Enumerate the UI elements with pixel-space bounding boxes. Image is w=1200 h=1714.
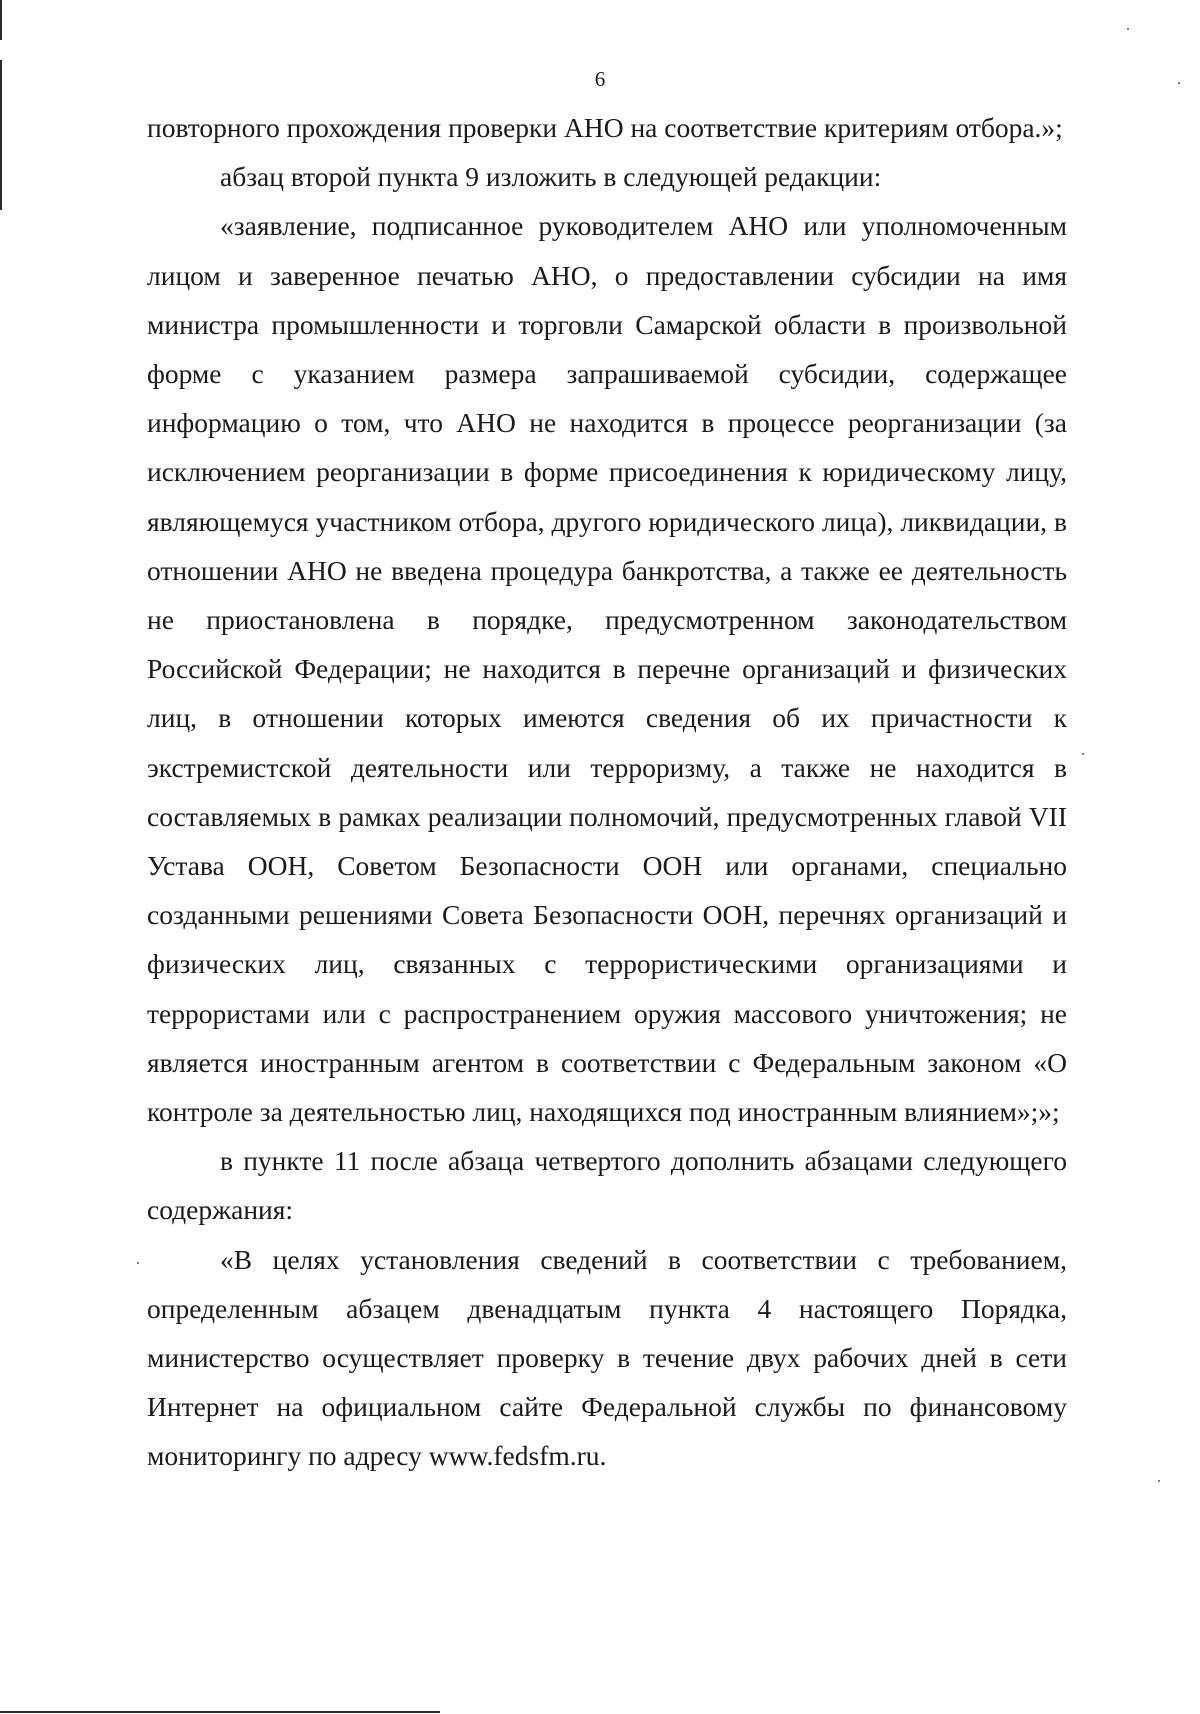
paragraph-addition-text: «В целях установления сведений в соответствии с требованием, определенным абзацем двенадцатым пункта 4 настоящего Порядка, министерство осуществляет проверку в течение двух рабочих дней в сети Интернет на официальном сайте Федеральной службы по финансовому мониторингу по адресу www.fedsfm.ru. [147, 1243, 1067, 1472]
scan-edge-mark-top [0, 0, 2, 40]
paragraph-amendment-text: «заявление, подписанное руководителем АНО или уполномоченным лицом и заверенное печатью АНО, о предоставлении субсидии на имя министра промышленности и торговли Самарской области в произвольной форме с указанием размера запрашиваемой субсидии, содержащее информацию о том, что АНО не находится в процессе реорганизации (за исключением реорганизации в форме присоединения к юридическому лицу, являющемуся участником отбора, другого юридического лица), ликвидации, в отношении АНО не введена процедура банкротства, а также ее деятельность не приостановлена в порядке, предусмотренном законодательством Российской Федерации; не находится в перечне организаций и физических лиц, в отношении которых имеются сведения об их причастности к экстремистской деятельности или терроризму, а также не находится в составляемых в рамках реализации полномочий, предусмотренных главой VII Устава ООН, Советом Безопасности ООН или органами, специально созданными решениями Совета Безопасности ООН, перечнях организаций и физических лиц, связанных с террористическими организациями и террористами или с распространением оружия массового уничтожения; не является иностранным агентом в соответствии с Федеральным законом «О контроле за деятельностью лиц, находящихся под иностранным влиянием»;»; [147, 210, 1067, 1128]
scan-dot [137, 1262, 139, 1264]
page-number: 6 [594, 67, 606, 91]
scan-edge-mark-bottom [0, 1711, 440, 1713]
scan-dot [1082, 753, 1084, 755]
scan-dot [1127, 28, 1129, 30]
document-body [147, 103, 1067, 1481]
scan-dot [1158, 1480, 1160, 1482]
paragraph-amendment-intro: абзац второй пункта 9 изложить в следующей редакции: [220, 161, 882, 193]
paragraph-continuation: повторного прохождения проверки АНО на соответствие критериям отбора.»; [147, 112, 1063, 143]
paragraph-addition-intro: в пункте 11 после абзаца четвертого дополнить абзацами следующего содержания: [147, 1145, 1067, 1226]
